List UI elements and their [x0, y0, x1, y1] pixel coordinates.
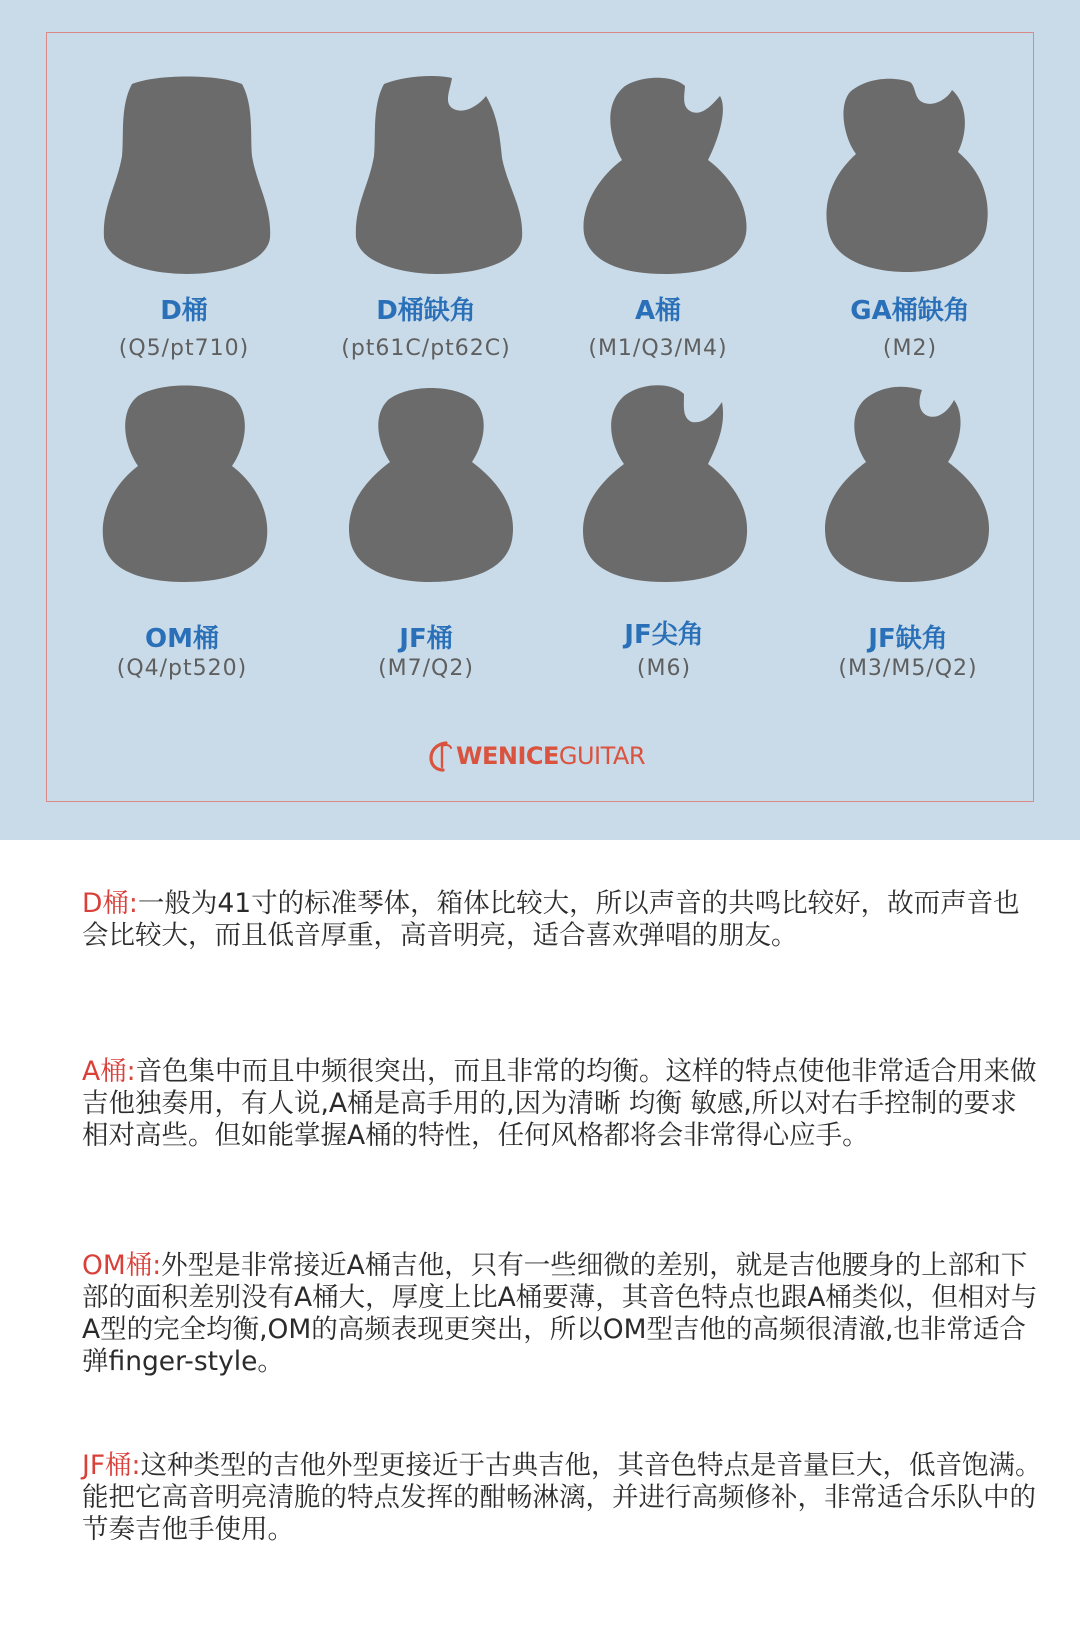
description-text: 外型是非常接近A桶吉他，只有一些细微的差别，就是吉他腰身的上部和下部的面积差别没有A桶大，厚度上比A桶要薄，其音色特点也跟A桶类似，但相对与A型的完全均衡,OM的高频表现更突出，所以OM型吉他的高频很清澈,也非常适合弹finger-style。 — [82, 1250, 1038, 1377]
description-term: A桶: — [82, 1056, 136, 1087]
shape-name: JF尖角 — [624, 620, 704, 650]
shape-models: (pt61C/pt62C) — [341, 336, 511, 361]
description-term: D桶: — [82, 888, 138, 919]
description-term: JF桶: — [82, 1450, 141, 1481]
shape-name: D桶 — [160, 296, 208, 326]
shape-name: OM桶 — [145, 624, 219, 654]
dreadnought-body-icon — [102, 76, 272, 276]
shape-name: JF缺角 — [868, 624, 948, 654]
description-text: 一般为41寸的标准琴体，箱体比较大，所以声音的共鸣比较好，故而声音也会比较大，而且低音厚重，高音明亮，适合喜欢弹唱的朋友。 — [82, 888, 1020, 951]
brand-name-light: GUITAR — [558, 742, 646, 770]
shape-models: (M1/Q3/M4) — [588, 336, 728, 361]
shape-name: GA桶缺角 — [850, 296, 970, 326]
grand-auditorium-cutaway-body-icon — [822, 76, 992, 276]
shape-name: A桶 — [634, 296, 682, 326]
description-term: OM桶: — [82, 1250, 162, 1281]
shape-models: (M2) — [882, 336, 938, 361]
brand-name-bold: WENICE — [456, 742, 559, 770]
guitar-headstock-logo-icon — [428, 740, 454, 772]
description-text: 音色集中而且中频很突出，而且非常的均衡。这样的特点使他非常适合用来做吉他独奏用，有人说,A桶是高手用的,因为清晰 均衡 敏感,所以对右手控制的要求相对高些。但如能掌握A桶的特性，任何风格都将会非常得心应手。 — [82, 1056, 1037, 1151]
auditorium-cutaway-body-icon — [580, 76, 750, 276]
shape-models: (Q4/pt520) — [116, 656, 248, 681]
shape-models: (M7/Q2) — [378, 656, 474, 681]
shape-models: (Q5/pt710) — [118, 336, 250, 361]
description-a — [82, 1056, 1042, 1152]
jumbo-folk-sharp-cutaway-body-icon — [580, 384, 750, 584]
description-om — [82, 1250, 1042, 1378]
jumbo-folk-cutaway-body-icon — [822, 384, 992, 584]
description-text: 这种类型的吉他外型更接近于古典吉他，其音色特点是音量巨大，低音饱满。能把它高音明亮清脆的特点发挥的酣畅淋漓，并进行高频修补，非常适合乐队中的节奏吉他手使用。 — [82, 1450, 1042, 1545]
dreadnought-cutaway-body-icon — [354, 76, 524, 276]
om-body-icon — [100, 384, 270, 584]
brand-logo — [428, 738, 645, 774]
description-jf — [82, 1450, 1042, 1546]
shape-name: JF桶 — [399, 624, 453, 654]
jumbo-folk-body-icon — [346, 384, 516, 584]
shape-models: (M3/M5/Q2) — [838, 656, 978, 681]
description-d — [82, 888, 1042, 952]
shape-name: D桶缺角 — [376, 296, 476, 326]
shape-models: (M6) — [636, 656, 692, 681]
